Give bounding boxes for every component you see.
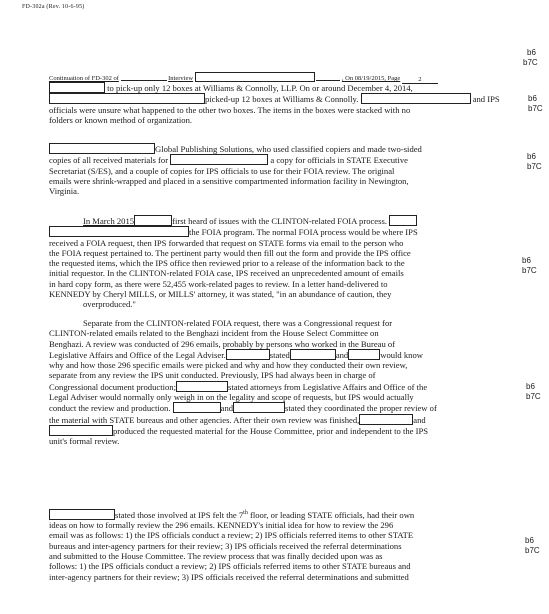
redaction-box bbox=[49, 425, 113, 436]
text-line: conduct the review and production. bbox=[49, 403, 171, 414]
redaction-box bbox=[226, 349, 270, 360]
text-line: stated those involved at IPS felt the 7 bbox=[115, 509, 244, 520]
text-line: bureaus and inter-agency partners for their review; 3) IPS officials received the referral determinations bbox=[49, 540, 402, 551]
text-line: and bbox=[413, 414, 426, 425]
text-line: would know bbox=[380, 349, 423, 360]
exemption-b7c: b7C bbox=[526, 392, 541, 401]
redaction-box bbox=[359, 414, 413, 425]
text-line: overproduced." bbox=[83, 299, 136, 310]
exemption-b7c: b7C bbox=[527, 162, 542, 171]
header-blank bbox=[316, 73, 340, 81]
text-line: stated they coordinated the proper review of bbox=[285, 403, 437, 414]
exemption-code-group bbox=[527, 152, 542, 172]
paragraph-1 bbox=[49, 82, 513, 125]
exemption-b6: b6 bbox=[525, 536, 534, 545]
redaction-box bbox=[49, 143, 155, 154]
text-line: Global Publishing Solutions, who used classified copiers and made two-sided bbox=[155, 144, 422, 154]
page-number: 2 bbox=[402, 76, 438, 84]
redaction-box bbox=[176, 381, 228, 392]
text-line: and submitted to the House Committee. The review process that was finally decided upon was as bbox=[49, 551, 383, 562]
text-line: unit's formal review. bbox=[49, 436, 120, 447]
text-line: and bbox=[335, 349, 349, 360]
exemption-code-group bbox=[526, 382, 541, 402]
exemption-code-group bbox=[522, 256, 537, 276]
exemption-b6: b6 bbox=[522, 256, 531, 265]
text-line: email was as follows: 1) the IPS officials conduct a review; 2) IPS officials referred items to other STATE bbox=[49, 530, 414, 541]
exemption-b7c: b7C bbox=[523, 58, 538, 67]
text-line: KENNEDY by Cheryl MILLS, or MILLS' attorney, it was stated, "in an abundance of caution, they bbox=[49, 289, 392, 300]
redaction-box bbox=[290, 349, 336, 360]
form-id: FD-302a (Rev. 10-6-95) bbox=[22, 4, 85, 10]
text-line: copies of all received materials for bbox=[49, 155, 169, 166]
exemption-code-group bbox=[528, 94, 543, 114]
text-line: why and how those 296 specific emails were picked and why and how they conducted their own review, bbox=[49, 360, 408, 371]
text-line: and IPS bbox=[472, 94, 500, 105]
redaction-box bbox=[49, 82, 105, 93]
interview-label: Interview bbox=[168, 75, 194, 82]
text-line: a copy for officials in STATE Executive bbox=[270, 155, 408, 166]
text-line: stated attorneys from Legislative Affairs and Office of the bbox=[227, 381, 428, 392]
text-line: Virginia. bbox=[49, 186, 80, 197]
exemption-b7c: b7C bbox=[525, 546, 540, 555]
text-line: the FOIA program. The normal FOIA process would be where IPS bbox=[189, 227, 418, 238]
text-line: floor, or leading STATE officials, had their own bbox=[247, 509, 415, 520]
text-line: stated bbox=[269, 349, 290, 360]
paragraph-3 bbox=[49, 215, 513, 310]
redaction-box bbox=[173, 402, 221, 413]
text-line: Legislative Affairs and Office of the Legal Adviser. bbox=[49, 349, 226, 360]
text-line: initial requestor. In the CLINTON-related FOIA case, IPS received an unprecedented amount of emails bbox=[49, 268, 404, 279]
superscript: th bbox=[243, 510, 248, 516]
paragraph-2 bbox=[49, 143, 513, 196]
text-line: officials were unsure what happened to the other two boxes. The items in the boxes were stacked with no bbox=[49, 104, 411, 115]
text-line: Benghazi. A review was conducted of 296 emails, probably by persons who worked in the Bureau of bbox=[49, 338, 396, 349]
text-line: ideas on how to formally review the 296 emails. KENNEDY's initial idea for how to review the 296 bbox=[49, 520, 394, 531]
text-line: Congressional document production; bbox=[49, 381, 176, 392]
exemption-b7c: b7C bbox=[522, 266, 537, 275]
exemption-code-group bbox=[525, 536, 540, 556]
exemption-code-group bbox=[523, 48, 538, 68]
continuation-label: Continuation of FD-302 of bbox=[49, 75, 119, 82]
redaction-box bbox=[361, 93, 471, 104]
redaction-box bbox=[389, 215, 417, 226]
redaction-box bbox=[49, 226, 189, 237]
text-line: emails were shrink-wrapped and placed in a sensitive compartmented information facility in Newington, bbox=[49, 175, 409, 186]
text-line: In March 2015 bbox=[83, 216, 135, 226]
exemption-b6: b6 bbox=[527, 48, 536, 57]
exemption-b6: b6 bbox=[528, 94, 537, 103]
text-line: the material with STATE bureaus and other agencies. After their own review was finished, bbox=[49, 414, 360, 425]
exemption-b7c: b7C bbox=[528, 104, 543, 113]
text-line: inter-agency partners for their review; 3) IPS officials received the referral determinations and submitted bbox=[49, 571, 409, 582]
redaction-box bbox=[195, 72, 315, 82]
text-line: CLINTON-related emails related to the Benghazi incident from the House Select Committee on bbox=[49, 328, 379, 339]
text-line: the requested items, which the IPS office then reviewed prior to a release of the information back to the bbox=[49, 258, 405, 269]
redaction-box bbox=[134, 215, 172, 226]
redaction-box bbox=[49, 93, 205, 104]
text-line: received a FOIA request, then IPS forwarded that request on STATE forms via email to the person who bbox=[49, 237, 404, 248]
text-line: first heard of issues with the CLINTON-related FOIA process. bbox=[172, 216, 387, 226]
redaction-box bbox=[233, 402, 285, 413]
paragraph-5 bbox=[49, 508, 513, 582]
text-line: folders or known method of organization. bbox=[49, 114, 193, 125]
on-date-label: , On 08/19/2015, Page bbox=[341, 75, 401, 82]
redaction-box bbox=[348, 349, 380, 360]
text-line: separate from any review the IPS unit conducted. Previously, IPS had always been in charge of bbox=[49, 370, 376, 381]
text-line: to pick-up only 12 boxes at Williams & Connolly, LLP. On or around December 4, 2014, bbox=[107, 83, 413, 93]
text-line: produced the requested material for the House Committee, prior and independent to the IPS bbox=[113, 425, 429, 436]
redaction-box bbox=[49, 509, 115, 520]
redaction-box bbox=[170, 154, 268, 165]
text-line: picked-up 12 boxes at Williams & Connolly. bbox=[205, 94, 359, 105]
text-line: in hard copy form, as there were 52,455 work-related pages to review. In a letter hand-delivered to bbox=[49, 278, 388, 289]
text-line: and bbox=[220, 403, 234, 414]
text-line: Separate from the CLINTON-related FOIA request, there was a Congressional request for bbox=[83, 318, 393, 328]
text-line: Legal Adviser would normally only weigh in on the legality and scope of requests, but IPS would actually bbox=[49, 392, 414, 403]
header-blank bbox=[121, 73, 167, 81]
text-line: the FOIA request pertained to. The pertinent party would then fill out the form and provide the IPS office bbox=[49, 247, 411, 258]
exemption-b6: b6 bbox=[526, 382, 535, 391]
text-line: Secretariat (S/ES), and a couple of copies for IPS officials to use for their FOIA review. The original bbox=[49, 165, 395, 176]
text-line: follows: 1) the IPS officials conduct a review; 2) IPS officials referred items to other STATE bureaus and bbox=[49, 561, 411, 572]
exemption-b6: b6 bbox=[527, 152, 536, 161]
paragraph-4 bbox=[49, 318, 513, 447]
